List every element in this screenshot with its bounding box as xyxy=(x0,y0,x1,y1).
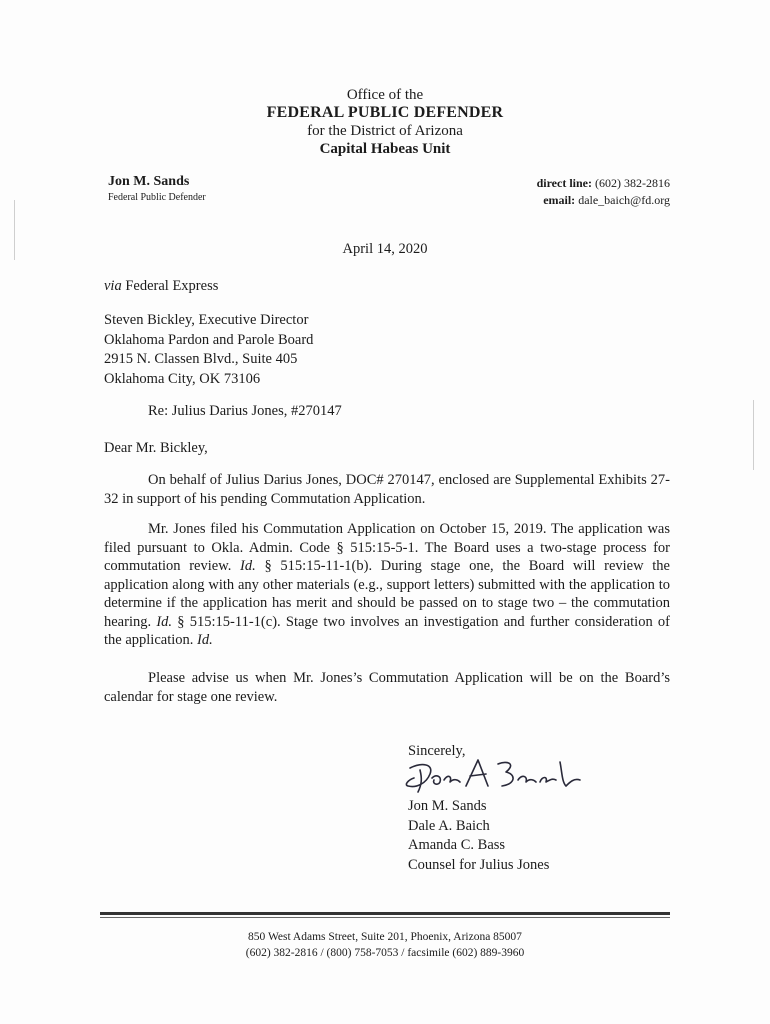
p2-text-a: Mr. Jones filed his Commutation Application on October 15, 2019. The application was filed pursuant to Okla. Admin. Code § 515:15-5-1. The Board uses a two-stage process for commutation review. xyxy=(104,521,670,574)
footer-address-block xyxy=(0,929,770,961)
p2-citation-id-2: Id. xyxy=(156,613,173,630)
contact-block xyxy=(537,175,670,209)
letterhead-agency: FEDERAL PUBLIC DEFENDER xyxy=(266,104,504,121)
p2-citation-id-1: Id. xyxy=(240,558,256,574)
letterhead xyxy=(0,86,770,158)
signer-2: Dale A. Baich xyxy=(408,817,490,834)
direct-line xyxy=(537,175,670,192)
body-paragraph-3: Please advise us when Mr. Jones’s Commutation Application will be on the Board’s calendar for stage one review. xyxy=(104,670,670,705)
footer-divider xyxy=(100,912,670,915)
p2-text-c: § 515:15-11-1(c). Stage two involves an investigation and further consideration of the application. xyxy=(104,613,670,648)
handwritten-signature xyxy=(400,752,590,796)
p2-citation-id-3: Id. xyxy=(197,632,213,648)
email-line xyxy=(537,192,670,209)
footer-phones: (602) 382-2816 / (800) 758-7053 / facsimile (602) 889-3960 xyxy=(245,947,525,959)
letter-date: April 14, 2020 xyxy=(342,241,428,257)
letterhead-unit: Capital Habeas Unit xyxy=(319,141,451,157)
signature-block xyxy=(408,797,549,875)
p2-text-b: § 515:15-11-1(b). During stage one, the Board will review the application along with any other materials (e.g., support letters) submitted with the application to determine if the application has merit and should be passed on to stage two – the commutation hearing. xyxy=(104,558,670,630)
re-line: Re: Julius Darius Jones, #270147 xyxy=(148,403,342,419)
salutation: Dear Mr. Bickley, xyxy=(104,440,208,456)
delivery-via: via xyxy=(104,278,122,294)
recipient-line-4: Oklahoma City, OK 73106 xyxy=(104,370,261,387)
body-paragraph-2 xyxy=(104,520,670,650)
letterhead-district: for the District of Arizona xyxy=(307,123,463,139)
sender-name: Jon M. Sands xyxy=(108,174,190,189)
signer-1: Jon M. Sands xyxy=(408,798,487,814)
delivery-method: Federal Express xyxy=(125,278,219,294)
sender-title: Federal Public Defender xyxy=(108,192,206,203)
scan-edge-mark xyxy=(753,400,754,470)
footer-address: 850 West Adams Street, Suite 201, Phoenix, Arizona 85007 xyxy=(248,931,522,943)
signer-3: Amanda C. Bass xyxy=(408,837,506,853)
signer-4: Counsel for Julius Jones xyxy=(408,856,550,873)
direct-line-value: (602) 382-2816 xyxy=(595,176,670,190)
letterhead-office-of: Office of the xyxy=(346,87,424,103)
footer-divider-thin xyxy=(100,917,670,918)
recipient-line-2: Oklahoma Pardon and Parole Board xyxy=(104,331,314,348)
body-paragraph-1: On behalf of Julius Darius Jones, DOC# 270147, enclosed are Supplemental Exhibits 27-32 in support of his pending Commutation Application. xyxy=(104,472,670,507)
direct-line-label: direct line: xyxy=(536,176,592,190)
recipient-line-3: 2915 N. Classen Blvd., Suite 405 xyxy=(104,351,298,367)
recipient-line-1: Steven Bickley, Executive Director xyxy=(104,312,309,328)
email-label: email: xyxy=(543,193,576,207)
delivery-line xyxy=(104,278,218,295)
email-value: dale_baich@fd.org xyxy=(578,193,670,207)
recipient-address xyxy=(104,311,313,389)
closing-sincerely: Sincerely, xyxy=(408,743,466,759)
